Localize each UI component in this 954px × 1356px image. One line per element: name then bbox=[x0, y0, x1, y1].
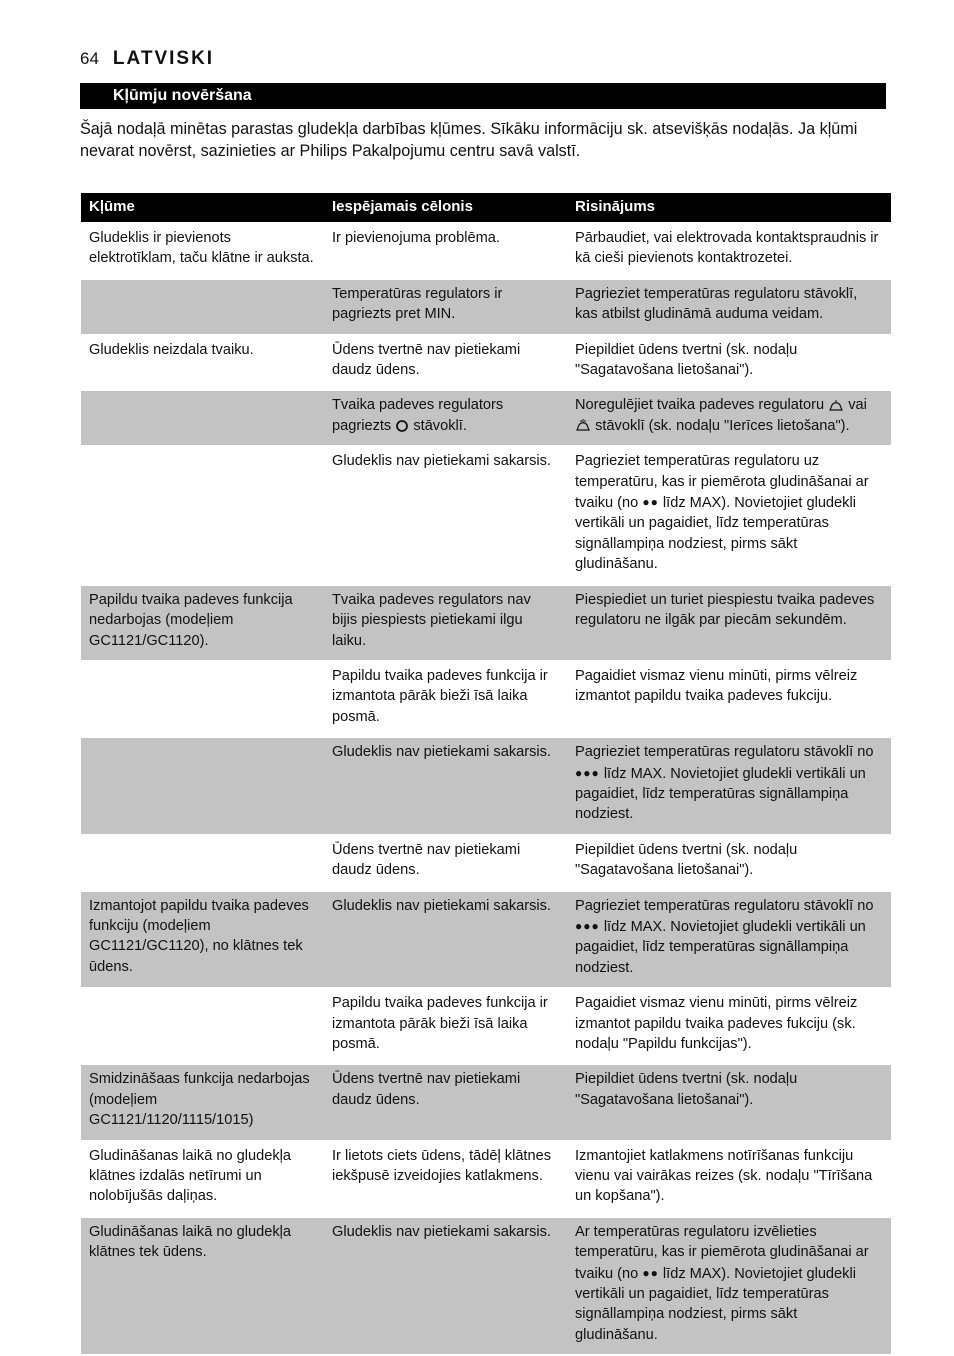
temperature-dots-icon: ●● bbox=[642, 1265, 659, 1280]
problem-cell bbox=[81, 447, 324, 585]
table-row bbox=[81, 1065, 891, 1141]
iron-steam-high-icon bbox=[575, 419, 591, 433]
cause-cell: Temperatūras regulators ir pagriezts pret MIN. bbox=[324, 280, 567, 336]
table-row bbox=[81, 662, 891, 738]
cause-text: Tvaika padeves regulators pagriezts bbox=[332, 397, 504, 434]
table-row bbox=[81, 224, 891, 280]
problem-cell: Smidzināšaas funkcija nedarbojas (modeļiem GC1121/1120/1115/1015) bbox=[81, 1065, 324, 1141]
solution-cell: Izmantojiet katlakmens notīrīšanas funkciju vienu vai vairākas reizes (sk. nodaļu "Tīrīšana un kopšana"). bbox=[567, 1142, 891, 1218]
temperature-dots-icon: ●●● bbox=[575, 918, 600, 933]
problem-cell bbox=[81, 391, 324, 447]
problem-cell: Gludināšanas laikā no gludekļa klātnes tek ūdens. bbox=[81, 1218, 324, 1356]
solution-cell: Piespiediet un turiet piespiestu tvaika padeves regulatoru ne ilgāk par piecām sekundēm. bbox=[567, 586, 891, 662]
solution-cell bbox=[567, 391, 891, 447]
table-row bbox=[81, 1218, 891, 1356]
solution-text: līdz MAX. Novietojiet gludekli vertikāli un pagaidiet, līdz temperatūras signāllampiņa nodziest. bbox=[575, 918, 866, 976]
cause-cell: Tvaika padeves regulators nav bijis piespiests pietiekami ilgu laiku. bbox=[324, 586, 567, 662]
problem-cell bbox=[81, 989, 324, 1065]
solution-text: Pagrieziet temperatūras regulatoru stāvoklī no bbox=[575, 744, 874, 761]
table-row bbox=[81, 738, 891, 836]
solution-text: Pagrieziet temperatūras regulatoru uz temperatūru, kas ir piemērota gludināšanai ar tvaiku (no bbox=[575, 453, 869, 512]
problem-cell: Gludeklis neizdala tvaiku. bbox=[81, 336, 324, 392]
solution-text: līdz MAX). Novietojiet gludekli vertikāli un pagaidiet, līdz temperatūras signāllampiņa nodziest, pirms sākt gludināšanu. bbox=[575, 1265, 856, 1343]
solution-text: Pagrieziet temperatūras regulatoru stāvoklī no bbox=[575, 897, 874, 914]
page-number: 64 bbox=[80, 49, 99, 68]
cause-cell: Papildu tvaika padeves funkcija ir izmantota pārāk bieži īsā laika posmā. bbox=[324, 989, 567, 1065]
language-title: LATVISKI bbox=[112, 48, 215, 69]
solution-cell: Piepildiet ūdens tvertni (sk. nodaļu "Sagatavošana lietošanai"). bbox=[567, 1065, 891, 1141]
temperature-dots-icon: ●●● bbox=[575, 765, 600, 780]
cause-cell bbox=[324, 391, 567, 447]
column-header-cause: Iespējamais cēlonis bbox=[324, 193, 567, 224]
problem-cell bbox=[81, 738, 324, 836]
temperature-dots-icon: ●● bbox=[642, 495, 659, 510]
cause-cell: Gludeklis nav pietiekami sakarsis. bbox=[324, 892, 567, 990]
solution-text: līdz MAX. Novietojiet gludekli vertikāli un pagaidiet, līdz temperatūras signāllampiņa nodziest. bbox=[575, 765, 866, 823]
solution-cell bbox=[567, 447, 891, 585]
table-row bbox=[81, 586, 891, 662]
table-row bbox=[81, 892, 891, 990]
problem-cell bbox=[81, 836, 324, 892]
table-row bbox=[81, 1142, 891, 1218]
cause-cell: Ūdens tvertnē nav pietiekami daudz ūdens. bbox=[324, 1065, 567, 1141]
table-row bbox=[81, 836, 891, 892]
page-header bbox=[80, 48, 214, 70]
solution-cell: Pagaidiet vismaz vienu minūti, pirms vēlreiz izmantot papildu tvaika padeves fukciju (sk. nodaļu "Papildu funkcijas"). bbox=[567, 989, 891, 1065]
cause-cell: Gludeklis nav pietiekami sakarsis. bbox=[324, 738, 567, 836]
intro-paragraph: Šajā nodaļā minētas parastas gludekļa darbības kļūmes. Sīkāku informāciju sk. atsevišķās nodaļās. Ja kļūmi nevarat novērst, sazinieties ar Philips Pakalpojumu centru savā valstī. bbox=[80, 120, 858, 160]
table-row bbox=[81, 280, 891, 336]
solution-cell: Pagrieziet temperatūras regulatoru stāvoklī, kas atbilst gludināmā auduma veidam. bbox=[567, 280, 891, 336]
solution-cell bbox=[567, 1218, 891, 1356]
problem-cell: Gludināšanas laikā no gludekļa klātnes izdalās netīrumi un nolobījušās daļiņas. bbox=[81, 1142, 324, 1218]
section-title: Kļūmju novēršana bbox=[80, 83, 886, 109]
solution-text: stāvoklī (sk. nodaļu "Ierīces lietošana"). bbox=[595, 417, 850, 434]
solution-cell bbox=[567, 738, 891, 836]
table-row bbox=[81, 447, 891, 585]
solution-text: Noregulējiet tvaika padeves regulatoru bbox=[575, 397, 825, 414]
solution-text: Ar temperatūras regulatoru izvēlieties temperatūru, kas ir piemērota gludināšanai ar tvaiku (no bbox=[575, 1223, 869, 1282]
problem-cell: Izmantojot papildu tvaika padeves funkciju (modeļiem GC1121/GC1120), no klātnes tek ūdens. bbox=[81, 892, 324, 990]
cause-cell: Ir lietots ciets ūdens, tādēļ klātnes iekšpusē izveidojies katlakmens. bbox=[324, 1142, 567, 1218]
troubleshooting-table bbox=[81, 193, 891, 1356]
iron-steam-low-icon bbox=[828, 399, 844, 413]
steam-off-icon bbox=[395, 419, 409, 433]
problem-cell bbox=[81, 280, 324, 336]
table-row bbox=[81, 989, 891, 1065]
cause-cell: Ūdens tvertnē nav pietiekami daudz ūdens. bbox=[324, 336, 567, 392]
solution-text: vai bbox=[848, 397, 867, 414]
table-row bbox=[81, 336, 891, 392]
solution-cell: Piepildiet ūdens tvertni (sk. nodaļu "Sagatavošana lietošanai"). bbox=[567, 836, 891, 892]
problem-cell: Papildu tvaika padeves funkcija nedarbojas (modeļiem GC1121/GC1120). bbox=[81, 586, 324, 662]
problem-cell: Gludeklis ir pievienots elektrotīklam, taču klātne ir auksta. bbox=[81, 224, 324, 280]
solution-text: līdz MAX). Novietojiet gludekli vertikāli un pagaidiet, līdz temperatūras signāllampiņa nodziest, pirms sākt gludināšanu. bbox=[575, 495, 856, 573]
table-row bbox=[81, 391, 891, 447]
solution-cell: Pārbaudiet, vai elektrovada kontaktspraudnis ir kā cieši pievienots kontaktrozetei. bbox=[567, 224, 891, 280]
column-header-problem: Kļūme bbox=[81, 193, 324, 224]
cause-cell: Ir pievienojuma problēma. bbox=[324, 224, 567, 280]
solution-cell: Piepildiet ūdens tvertni (sk. nodaļu "Sagatavošana lietošanai"). bbox=[567, 336, 891, 392]
cause-cell: Gludeklis nav pietiekami sakarsis. bbox=[324, 1218, 567, 1356]
cause-cell: Gludeklis nav pietiekami sakarsis. bbox=[324, 447, 567, 585]
solution-cell bbox=[567, 892, 891, 990]
problem-cell bbox=[81, 662, 324, 738]
column-header-solution: Risinājums bbox=[567, 193, 891, 224]
cause-cell: Ūdens tvertnē nav pietiekami daudz ūdens. bbox=[324, 836, 567, 892]
solution-cell: Pagaidiet vismaz vienu minūti, pirms vēlreiz izmantot papildu tvaika padeves fukciju. bbox=[567, 662, 891, 738]
cause-cell: Papildu tvaika padeves funkcija ir izmantota pārāk bieži īsā laika posmā. bbox=[324, 662, 567, 738]
table-header-row bbox=[81, 193, 891, 224]
cause-text: stāvoklī. bbox=[413, 417, 467, 434]
